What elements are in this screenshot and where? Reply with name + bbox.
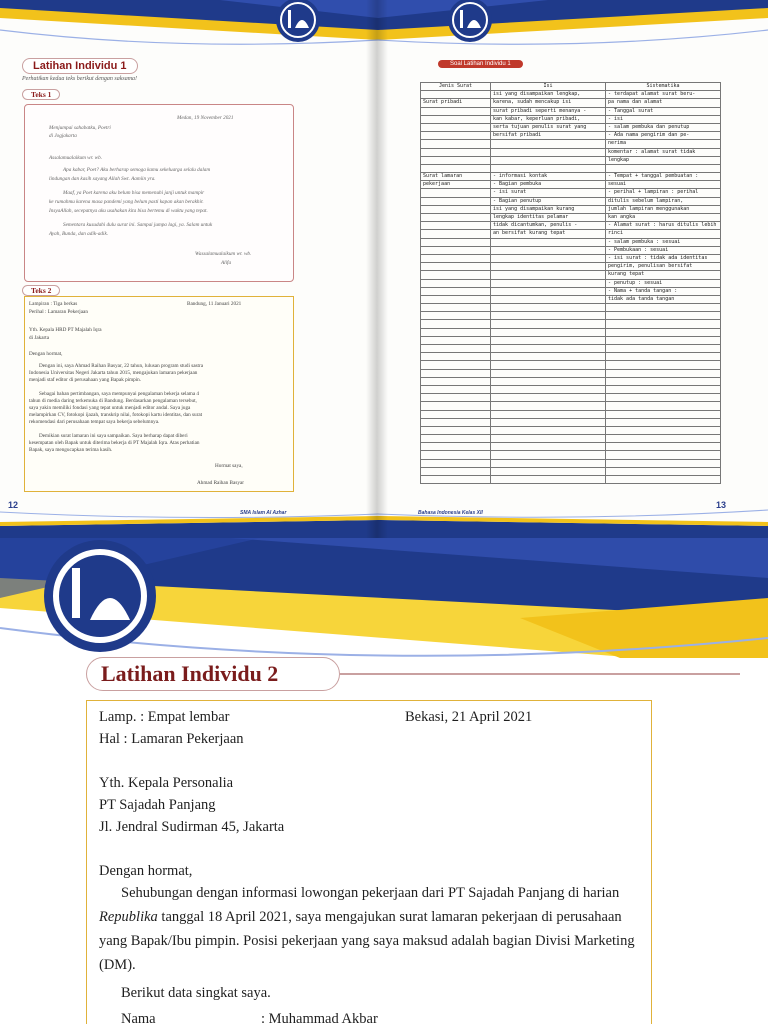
table-row	[421, 418, 721, 426]
table-cell	[421, 91, 491, 99]
table-cell: - terdapat alamat surat beru-	[606, 91, 721, 99]
table-cell	[421, 353, 491, 361]
table-cell: - Alamat surat : harus ditulis lebih	[606, 222, 721, 230]
table-row	[421, 459, 721, 467]
mosque-logo-icon	[276, 0, 320, 42]
table-cell	[421, 263, 491, 271]
letter-line: Dengan ini, saya Ahmad Raihan Basyar, 22 tahun, lulusan program studi sastra	[39, 363, 204, 369]
field-label: Nama	[121, 1011, 156, 1024]
table-cell	[606, 410, 721, 418]
salutation: Dengan hormat,	[99, 863, 193, 879]
table-row	[421, 263, 721, 271]
table-row	[421, 402, 721, 410]
table-cell	[421, 254, 491, 262]
letter-line: di Jogjakarta	[49, 133, 77, 139]
table-row	[421, 451, 721, 459]
table-cell	[491, 279, 606, 287]
table-cell: Surat pribadi	[421, 99, 491, 107]
table-row	[421, 443, 721, 451]
right-page	[378, 0, 768, 538]
table-row	[421, 312, 721, 320]
table-cell	[421, 328, 491, 336]
table-row	[421, 361, 721, 369]
letter-line: menjadi staf editor di perusahaan yang Bapak pimpin.	[29, 377, 142, 383]
recipient-line: Yth. Kepala Personalia	[99, 775, 234, 791]
letter-line: Sebagai bahan pertimbangan, saya mempunyai pengalaman bekerja selama 4	[39, 391, 200, 397]
table-cell: jumlah lampiran menggunakan	[606, 205, 721, 213]
table-cell	[421, 222, 491, 230]
table-cell: nerima	[606, 140, 721, 148]
table-cell	[606, 353, 721, 361]
letter-line: lindungan dan kasih sayang Allah Swt. Aamiin yra.	[49, 176, 156, 182]
table-cell	[421, 304, 491, 312]
table-cell	[421, 214, 491, 222]
table-cell	[421, 312, 491, 320]
table-cell	[491, 459, 606, 467]
table-cell: - informasi kontak	[491, 173, 606, 181]
answer-table	[420, 82, 721, 484]
table-row	[421, 254, 721, 262]
table-cell: - Bagian penutup	[491, 197, 606, 205]
letter-line: Perihal : Lamaran Pekerjaan	[29, 309, 88, 315]
letter-line: Apa kabar, Poet? Aku berharap semoga kamu sekeluarga selalu dalam	[63, 167, 211, 173]
table-cell	[421, 377, 491, 385]
table-cell: ditulis sebelum lampiran,	[606, 197, 721, 205]
table-cell: - perihal + lampiran : perihal	[606, 189, 721, 197]
table-row	[421, 164, 721, 172]
table-row	[421, 238, 721, 246]
table-cell	[491, 394, 606, 402]
table-cell: isi yang disampaikan lengkap,	[491, 91, 606, 99]
table-cell	[421, 115, 491, 123]
table-cell	[421, 476, 491, 484]
table-cell: - penutup : sesuai	[606, 279, 721, 287]
table-cell	[421, 336, 491, 344]
newspaper-name: Republika	[99, 909, 158, 925]
header-banner	[378, 0, 768, 58]
table-cell	[606, 402, 721, 410]
table-cell	[606, 426, 721, 434]
table-row	[421, 205, 721, 213]
table-cell: - Bagian pembuka	[491, 181, 606, 189]
table-cell	[421, 467, 491, 475]
table-cell	[491, 353, 606, 361]
letter-line: Menjumpai sahabatku, Poetri	[49, 125, 111, 131]
body-line: Sehubungan dengan informasi lowongan pekerjaan dari PT Sajadah Panjang di harian	[121, 885, 620, 901]
table-cell: tidak dicantumkan, penulis -	[491, 222, 606, 230]
table-cell: surat pribadi seperti menanya -	[491, 107, 606, 115]
table-cell	[491, 148, 606, 156]
table-cell	[421, 451, 491, 459]
mosque-logo-icon	[448, 0, 492, 42]
table-cell	[491, 271, 606, 279]
table-cell	[491, 320, 606, 328]
table-cell: lengkap	[606, 156, 721, 164]
table-row	[421, 271, 721, 279]
table-cell	[421, 320, 491, 328]
column-header: Isi	[491, 83, 606, 91]
letter-line: rekomendasi dari perusahaan tempat saya bekerja sebelumnya.	[29, 419, 160, 425]
table-cell	[421, 132, 491, 140]
table-cell	[606, 164, 721, 172]
table-cell	[491, 312, 606, 320]
table-row	[421, 476, 721, 484]
table-cell: - salam pembuka : sesuai	[606, 238, 721, 246]
letter-line: Ahmad Raihan Basyar	[197, 480, 244, 486]
left-page	[0, 0, 378, 538]
table-cell	[491, 238, 606, 246]
letter-frame	[86, 700, 652, 1024]
table-cell: serta tujuan penulis surat yang	[491, 123, 606, 131]
table-row	[421, 426, 721, 434]
table-cell	[491, 254, 606, 262]
table-row	[421, 214, 721, 222]
table-cell	[491, 295, 606, 303]
table-cell	[606, 336, 721, 344]
table-row	[421, 279, 721, 287]
table-cell	[606, 377, 721, 385]
table-row	[421, 230, 721, 238]
table-cell	[421, 107, 491, 115]
table-cell	[421, 369, 491, 377]
table-cell: isi yang disampaikan kurang	[491, 205, 606, 213]
table-cell	[491, 287, 606, 295]
table-row	[421, 132, 721, 140]
table-cell	[421, 189, 491, 197]
table-row	[421, 156, 721, 164]
table-cell: - Tanggal surat	[606, 107, 721, 115]
column-header: Sistematika	[606, 83, 721, 91]
letter-line: Lampiran : Tiga berkas	[29, 301, 78, 307]
soal-title: Soal Latihan Individu 1	[438, 60, 523, 68]
body-line-rest: tanggal 18 April 2021, saya mengajukan surat lamaran pekerjaan di perusahaan	[157, 909, 622, 925]
table-cell: an bersifat kurang tepat	[491, 230, 606, 238]
table-cell: - Tempat + tanggal pembuatan :	[606, 173, 721, 181]
table-cell	[606, 328, 721, 336]
letter-line: Assalamualaikum wr. wb.	[49, 155, 103, 161]
letter-line: Ayah, Bunda, dan adik-adik.	[49, 231, 109, 237]
letter-line: di Jakarta	[29, 335, 50, 341]
table-cell	[421, 164, 491, 172]
table-cell	[421, 385, 491, 393]
table-cell	[606, 394, 721, 402]
table-cell: pa nama dan alamat	[606, 99, 721, 107]
footer-subject: Bahasa Indonesia Kelas XII	[418, 510, 483, 516]
table-cell: lengkap identitas pelamar	[491, 214, 606, 222]
table-cell: - salam pembuka dan penutup	[606, 123, 721, 131]
table-row	[421, 377, 721, 385]
letter-line: Bapak, saya mengucapkan terima kasih.	[29, 447, 113, 453]
table-row	[421, 394, 721, 402]
body-line: yang Bapak/Ibu pimpin. Posisi pekerjaan yang saya maksud adalah bagian Divisi Marketing	[99, 933, 635, 949]
table-cell	[491, 345, 606, 353]
table-cell	[421, 410, 491, 418]
table-cell	[606, 385, 721, 393]
table-row	[421, 189, 721, 197]
letter-line: Wassalamualaikum wr. wb.	[195, 251, 252, 257]
table-cell	[421, 402, 491, 410]
footer-school: SMA Islam Al Azhar	[240, 510, 287, 516]
letter-line: saya yakin memiliki fondasi yang tepat untuk menjadi editor andal. Saya juga	[29, 405, 191, 411]
table-cell	[421, 271, 491, 279]
table-row	[421, 197, 721, 205]
footer-banner	[0, 492, 378, 538]
table-cell	[491, 361, 606, 369]
table-row	[421, 328, 721, 336]
table-cell	[606, 476, 721, 484]
table-cell	[491, 451, 606, 459]
letter-date: Bekasi, 21 April 2021	[405, 709, 533, 725]
table-cell	[421, 156, 491, 164]
recipient-line: Jl. Jendral Sudirman 45, Jakarta	[99, 819, 285, 835]
table-row	[421, 295, 721, 303]
table-cell	[421, 279, 491, 287]
table-cell	[421, 148, 491, 156]
book-gutter	[366, 0, 388, 538]
table-cell	[421, 394, 491, 402]
table-cell	[606, 304, 721, 312]
table-cell	[421, 361, 491, 369]
table-cell	[491, 377, 606, 385]
table-cell	[491, 140, 606, 148]
table-cell	[491, 304, 606, 312]
table-cell	[491, 467, 606, 475]
table-cell	[491, 443, 606, 451]
table-row	[421, 353, 721, 361]
table-cell	[606, 459, 721, 467]
table-cell: komentar : alamat surat tidak	[606, 148, 721, 156]
table-cell	[421, 246, 491, 254]
letter-line: tahun di media daring terkemuka di Bandung. Berdasarkan pengalaman tersebut,	[29, 398, 197, 404]
table-row	[421, 385, 721, 393]
table-row	[421, 107, 721, 115]
letter-line: ke rumahmu karena masa pandemi yang belum pasti kapan akan berakhir.	[49, 199, 204, 205]
letter-line: Hormat saya,	[215, 463, 243, 469]
recipient-line: PT Sajadah Panjang	[99, 797, 216, 813]
letter-line: Medan, 19 November 2021	[177, 115, 234, 121]
table-row	[421, 320, 721, 328]
letter-line: kesempatan oleh Bapak untuk diterima bekerja di PT Majalah Iqra. Atas perhatian	[29, 440, 200, 446]
table-cell: pengirim, penulisan bersifat	[606, 263, 721, 271]
instruction-text: Perhatikan kedua teks berikut dengan saksama!	[22, 76, 138, 82]
table-cell	[421, 287, 491, 295]
table-cell: - isi surat	[491, 189, 606, 197]
page-number: 13	[715, 500, 726, 510]
table-cell	[491, 418, 606, 426]
table-row	[421, 140, 721, 148]
table-cell: - isi surat : tidak ada identitas	[606, 254, 721, 262]
table-row	[421, 304, 721, 312]
table-cell	[606, 361, 721, 369]
letter-line: Bandung, 11 Januari 2021	[187, 301, 242, 307]
field-value: : Muhammad Akbar	[261, 1011, 378, 1024]
page-number: 12	[8, 500, 19, 510]
title-divider	[340, 673, 740, 675]
body-line	[99, 909, 622, 926]
table-row	[421, 435, 721, 443]
body-line: (DM).	[99, 957, 136, 973]
table-header-row	[421, 83, 721, 91]
table-cell: kan angka	[606, 214, 721, 222]
table-cell: karena, sudah mencakup isi	[491, 99, 606, 107]
table-cell	[491, 328, 606, 336]
table-row	[421, 91, 721, 99]
table-cell: sesuai	[606, 181, 721, 189]
teks-2-letter	[24, 296, 294, 492]
table-cell	[421, 197, 491, 205]
letter-line: Maaf, ya Poet karena aku belum bisa memenuhi janji untuk mampir	[63, 190, 205, 196]
mosque-logo-icon	[44, 540, 156, 652]
table-row	[421, 222, 721, 230]
table-cell	[606, 418, 721, 426]
table-cell	[421, 426, 491, 434]
table-cell	[491, 369, 606, 377]
teks-1-letter	[24, 104, 294, 282]
table-cell	[491, 385, 606, 393]
table-cell	[491, 435, 606, 443]
table-row	[421, 467, 721, 475]
letter-line: Indonesia Universitas Negeri Jakarta tahun 2015, mengajukan lamaran pekerjaan	[29, 370, 198, 376]
table-cell	[491, 156, 606, 164]
table-cell: - Pembukaan : sesuai	[606, 246, 721, 254]
table-cell	[421, 418, 491, 426]
table-cell	[421, 435, 491, 443]
table-cell	[421, 205, 491, 213]
table-cell: - Ada nama pengirim dan pe-	[606, 132, 721, 140]
table-cell: kurang tepat	[606, 271, 721, 279]
table-row	[421, 246, 721, 254]
letter-line: InsyaAllah, secepatnya aku usahakan kita bisa bertemu di waktu yang tepat.	[49, 208, 208, 214]
column-header: Jenis Surat	[421, 83, 491, 91]
table-row	[421, 345, 721, 353]
table-row	[421, 181, 721, 189]
exercise-1-title: Latihan Individu 1	[22, 58, 138, 74]
teks-1-label: Teks 1	[22, 89, 60, 100]
table-row	[421, 115, 721, 123]
table-row	[421, 148, 721, 156]
table-cell	[491, 476, 606, 484]
table-cell	[421, 230, 491, 238]
header-banner	[0, 0, 378, 58]
table-cell	[421, 459, 491, 467]
table-cell: rinci	[606, 230, 721, 238]
letter-line: Sementara kusudahi dulu surat ini. Sampai jumpa lagi, ya. Salam untuk	[63, 222, 213, 228]
header-banner	[0, 538, 768, 658]
table-cell	[606, 312, 721, 320]
table-cell	[606, 435, 721, 443]
letter-line: Alifa	[221, 260, 232, 266]
table-cell: pekerjaan	[421, 181, 491, 189]
table-cell	[606, 345, 721, 353]
table-row	[421, 336, 721, 344]
table-cell: bersifat pribadi	[491, 132, 606, 140]
table-cell	[491, 402, 606, 410]
table-row	[421, 410, 721, 418]
table-cell: kan kabar, keperluan pribadi,	[491, 115, 606, 123]
bottom-page	[0, 538, 768, 1024]
body-line: Berikut data singkat saya.	[121, 985, 271, 1001]
letter-line: melampirkan CV, fotokopi ijazah, transkrip nilai, fotokopi kartu identitas, dan surat	[29, 412, 203, 418]
table-row	[421, 123, 721, 131]
table-cell: Surat lamaran	[421, 173, 491, 181]
hal-line: Hal : Lamaran Pekerjaan	[99, 731, 244, 747]
table-cell: tidak ada tanda tangan	[606, 295, 721, 303]
table-cell	[491, 246, 606, 254]
table-cell	[606, 320, 721, 328]
exercise-2-title: Latihan Individu 2	[86, 657, 340, 691]
teks-2-label: Teks 2	[22, 285, 60, 296]
letter-line: Dengan hormat,	[29, 351, 63, 357]
table-cell	[491, 336, 606, 344]
table-cell	[606, 443, 721, 451]
table-cell	[606, 369, 721, 377]
table-cell	[421, 238, 491, 246]
table-row	[421, 99, 721, 107]
table-cell	[421, 140, 491, 148]
table-cell: - isi	[606, 115, 721, 123]
table-row	[421, 173, 721, 181]
table-cell	[491, 426, 606, 434]
lamp-line: Lamp. : Empat lembar	[99, 709, 230, 725]
table-cell	[606, 451, 721, 459]
table-cell	[421, 443, 491, 451]
table-cell	[491, 263, 606, 271]
table-cell	[421, 123, 491, 131]
table-row	[421, 369, 721, 377]
table-cell	[421, 295, 491, 303]
table-cell: - Nama + tanda tangan :	[606, 287, 721, 295]
letter-line: Demikian surat lamaran ini saya sampaikan. Saya berharap dapat diberi	[39, 433, 188, 439]
table-cell	[491, 164, 606, 172]
table-row	[421, 287, 721, 295]
letter-line: Yth. Kepala HRD PT Majalah Iqra	[29, 327, 102, 333]
table-cell	[491, 410, 606, 418]
table-cell	[421, 345, 491, 353]
table-cell	[606, 467, 721, 475]
